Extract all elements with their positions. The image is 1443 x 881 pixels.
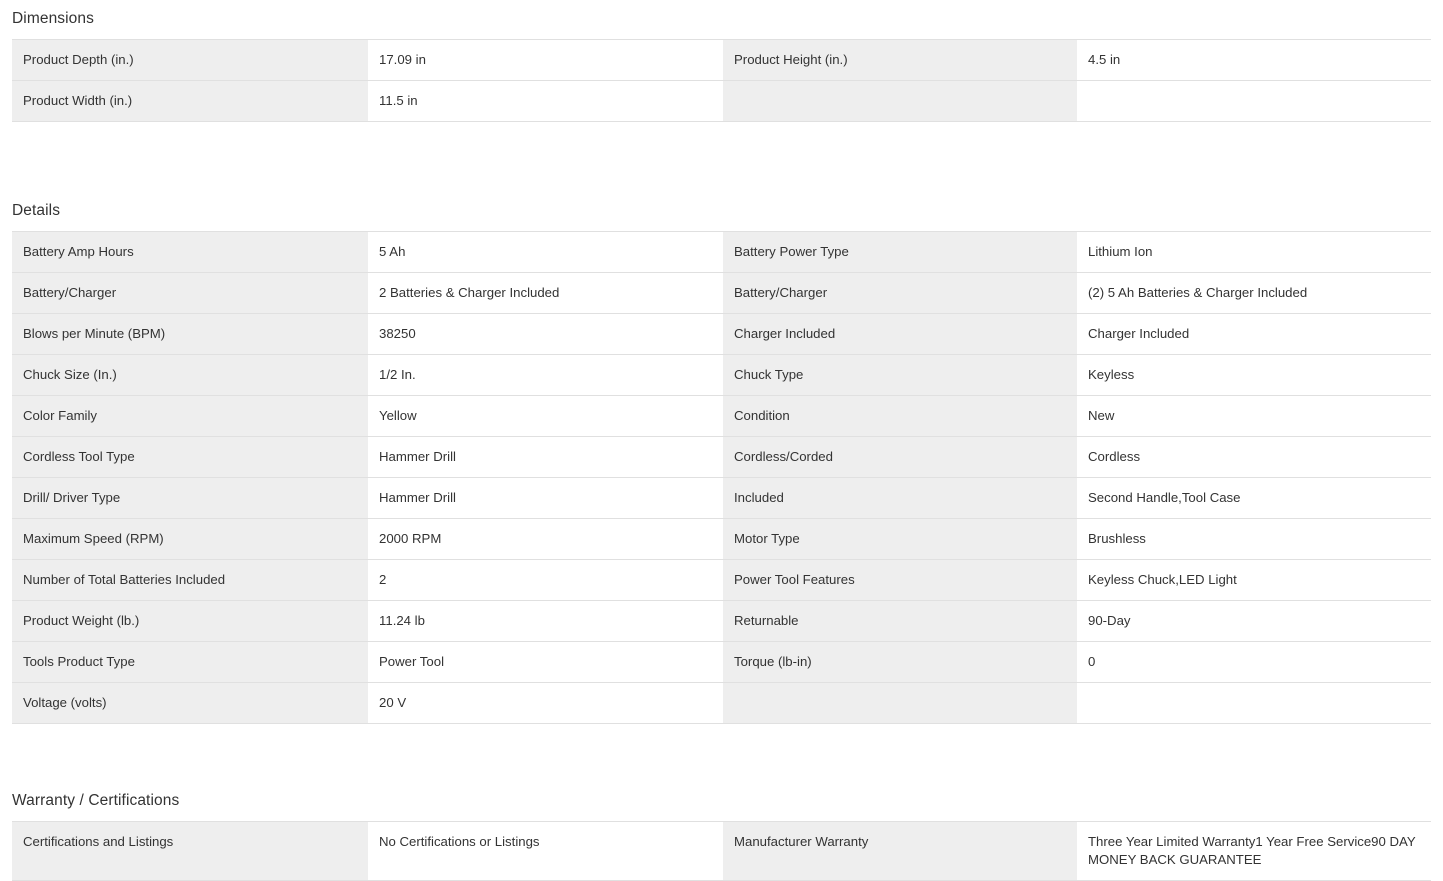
table-row xyxy=(12,601,1431,642)
spec-value: Three Year Limited Warranty1 Year Free Service90 DAY MONEY BACK GUARANTEE xyxy=(1077,822,1431,881)
spec-label: Product Weight (lb.) xyxy=(12,601,368,642)
spec-value: 11.24 lb xyxy=(368,601,723,642)
spec-label: Battery Power Type xyxy=(723,232,1077,273)
spec-label: Product Depth (in.) xyxy=(12,40,368,81)
spec-value: (2) 5 Ah Batteries & Charger Included xyxy=(1077,273,1431,314)
spec-value-empty xyxy=(1077,81,1431,122)
table-row xyxy=(12,40,1431,81)
warranty-table xyxy=(12,821,1431,881)
table-row xyxy=(12,396,1431,437)
spec-label: Chuck Type xyxy=(723,355,1077,396)
table-row xyxy=(12,355,1431,396)
spec-value: 2 Batteries & Charger Included xyxy=(368,273,723,314)
spec-value: 5 Ah xyxy=(368,232,723,273)
spec-label: Cordless/Corded xyxy=(723,437,1077,478)
spec-label: Torque (lb-in) xyxy=(723,642,1077,683)
spec-value: Hammer Drill xyxy=(368,437,723,478)
spec-value: 11.5 in xyxy=(368,81,723,122)
spec-value: Lithium Ion xyxy=(1077,232,1431,273)
spec-value: 2 xyxy=(368,560,723,601)
spec-label: Cordless Tool Type xyxy=(12,437,368,478)
table-row xyxy=(12,81,1431,122)
spec-value: Hammer Drill xyxy=(368,478,723,519)
spec-label: Battery Amp Hours xyxy=(12,232,368,273)
spec-value: Keyless xyxy=(1077,355,1431,396)
table-row xyxy=(12,822,1431,881)
section-title-dimensions: Dimensions xyxy=(12,10,94,27)
section-title-details: Details xyxy=(12,202,61,219)
table-row xyxy=(12,519,1431,560)
spec-value: 38250 xyxy=(368,314,723,355)
spec-value: Yellow xyxy=(368,396,723,437)
spec-label: Battery/Charger xyxy=(723,273,1077,314)
spec-value: New xyxy=(1077,396,1431,437)
spec-value: 1/2 In. xyxy=(368,355,723,396)
spec-label: Included xyxy=(723,478,1077,519)
section-details xyxy=(12,192,1431,724)
spec-label: Drill/ Driver Type xyxy=(12,478,368,519)
spec-value: 4.5 in xyxy=(1077,40,1431,81)
spec-label: Power Tool Features xyxy=(723,560,1077,601)
spec-value: 90-Day xyxy=(1077,601,1431,642)
spec-value: No Certifications or Listings xyxy=(368,822,723,881)
spec-label: Charger Included xyxy=(723,314,1077,355)
spec-value: Cordless xyxy=(1077,437,1431,478)
spec-label: Voltage (volts) xyxy=(12,683,368,724)
spec-label: Blows per Minute (BPM) xyxy=(12,314,368,355)
spec-value: 20 V xyxy=(368,683,723,724)
dimensions-table xyxy=(12,39,1431,122)
table-row xyxy=(12,273,1431,314)
section-dimensions xyxy=(12,0,1431,122)
section-warranty-certifications xyxy=(12,782,1431,881)
spec-label: Condition xyxy=(723,396,1077,437)
spec-value: Brushless xyxy=(1077,519,1431,560)
spec-label: Motor Type xyxy=(723,519,1077,560)
section-spacer xyxy=(12,122,1431,192)
spec-label: Number of Total Batteries Included xyxy=(12,560,368,601)
table-row xyxy=(12,560,1431,601)
table-row xyxy=(12,437,1431,478)
spec-label: Certifications and Listings xyxy=(12,822,368,881)
spec-value: Power Tool xyxy=(368,642,723,683)
spec-label: Maximum Speed (RPM) xyxy=(12,519,368,560)
spec-label-empty xyxy=(723,81,1077,122)
spec-label: Manufacturer Warranty xyxy=(723,822,1077,881)
spec-label: Product Height (in.) xyxy=(723,40,1077,81)
spec-value: Charger Included xyxy=(1077,314,1431,355)
spec-value: Keyless Chuck,LED Light xyxy=(1077,560,1431,601)
spec-value: 17.09 in xyxy=(368,40,723,81)
table-row xyxy=(12,642,1431,683)
spec-value: 0 xyxy=(1077,642,1431,683)
section-spacer xyxy=(12,724,1431,782)
spec-value-empty xyxy=(1077,683,1431,724)
table-row xyxy=(12,478,1431,519)
section-title-warranty: Warranty / Certifications xyxy=(12,792,180,809)
details-table xyxy=(12,231,1431,724)
spec-label: Product Width (in.) xyxy=(12,81,368,122)
table-row xyxy=(12,314,1431,355)
spec-label: Returnable xyxy=(723,601,1077,642)
spec-label: Battery/Charger xyxy=(12,273,368,314)
spec-value: Second Handle,Tool Case xyxy=(1077,478,1431,519)
spec-label: Color Family xyxy=(12,396,368,437)
table-row xyxy=(12,232,1431,273)
table-row xyxy=(12,683,1431,724)
spec-label: Tools Product Type xyxy=(12,642,368,683)
spec-label: Chuck Size (In.) xyxy=(12,355,368,396)
spec-value: 2000 RPM xyxy=(368,519,723,560)
spec-label-empty xyxy=(723,683,1077,724)
